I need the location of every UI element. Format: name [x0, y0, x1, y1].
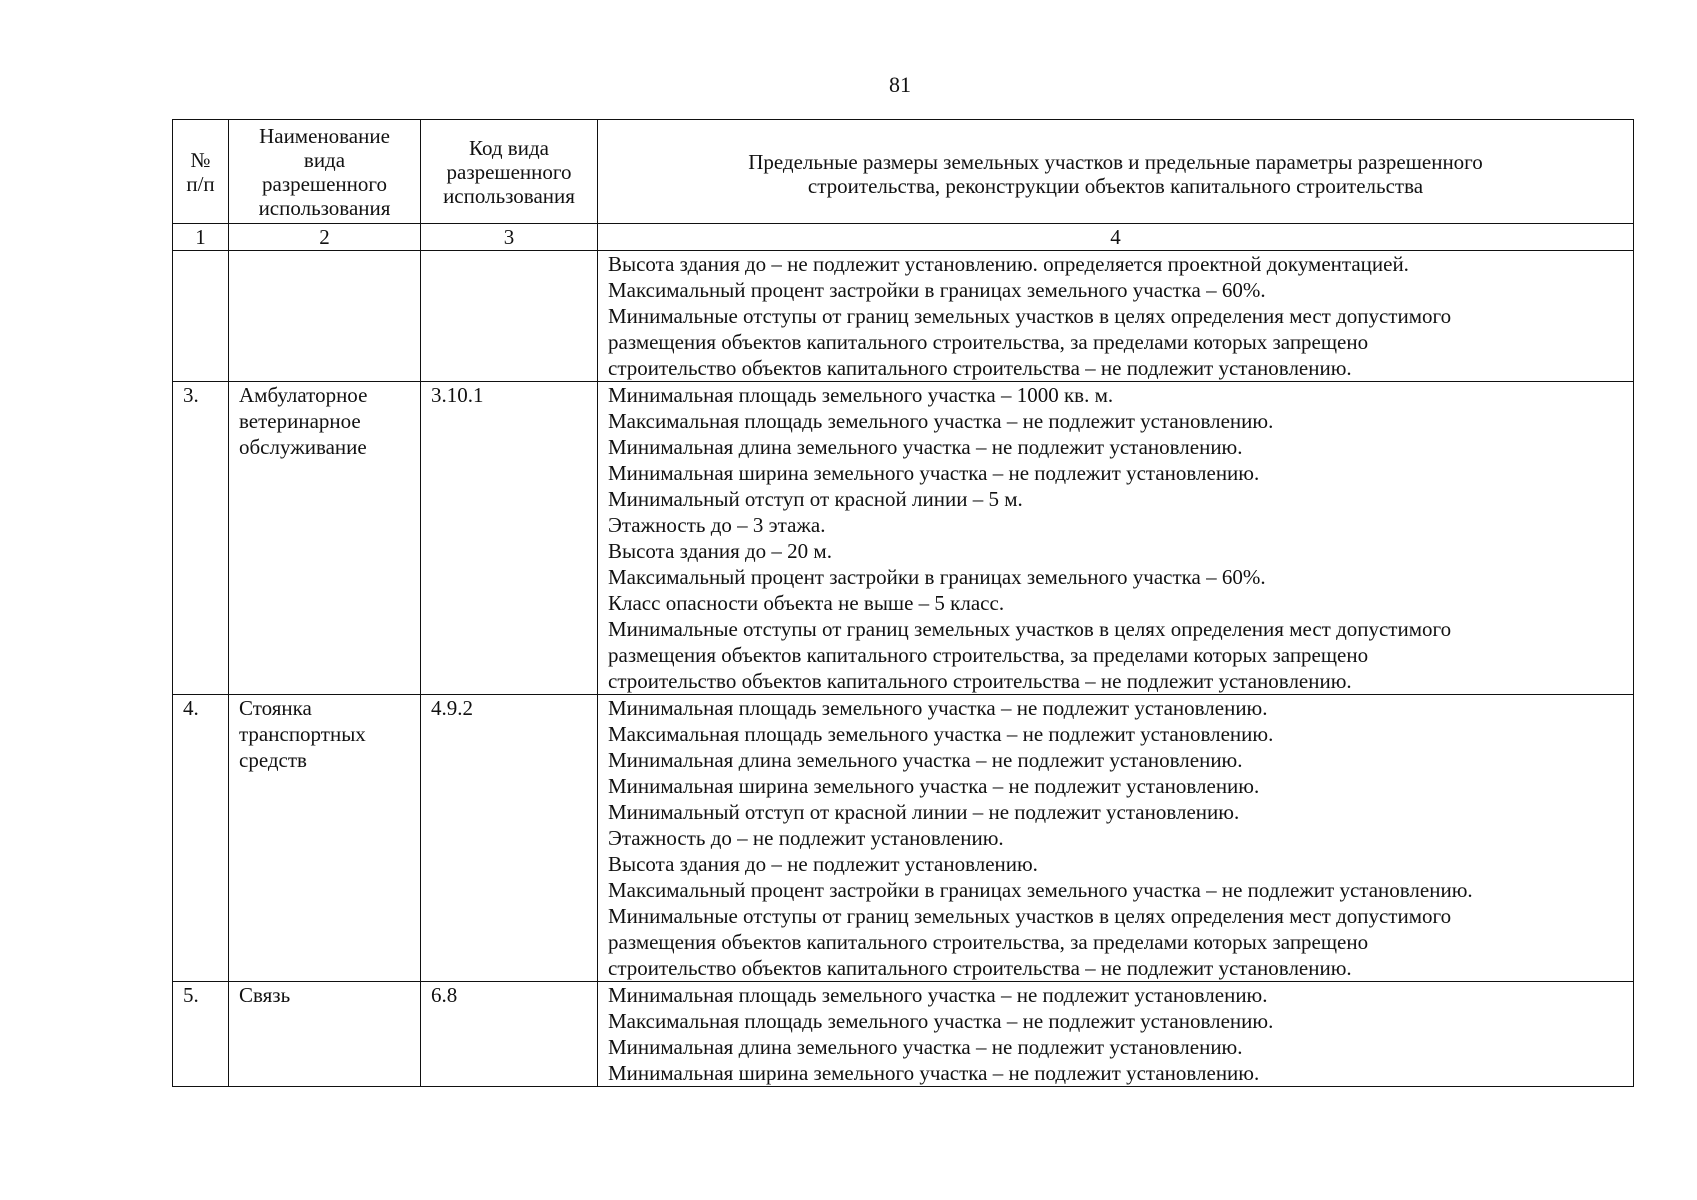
- parameter-line: Минимальный отступ от красной линии – 5 м.: [608, 487, 1023, 511]
- table-row: [173, 382, 1634, 695]
- parameter-line: Этажность до – не подлежит установлению.: [608, 826, 1004, 850]
- column-number: 4: [598, 224, 1634, 251]
- parameter-line: Минимальная площадь земельного участка – не подлежит установлению.: [608, 696, 1268, 720]
- table-row: [173, 982, 1634, 1087]
- header-use-name: [229, 120, 421, 224]
- parameters: [598, 382, 1634, 695]
- header-line: использования: [258, 195, 391, 220]
- row-number: [173, 251, 229, 382]
- use-name-line: ветеринарное: [239, 409, 361, 433]
- table-header-row: [173, 120, 1634, 224]
- use-name-line: Связь: [239, 983, 291, 1007]
- header-use-code: [421, 120, 598, 224]
- parameter-line: Минимальная ширина земельного участка – не подлежит установлению.: [608, 774, 1260, 798]
- use-name-line: Амбулаторное: [239, 383, 368, 407]
- column-number-row: [173, 224, 1634, 251]
- parameter-line: Минимальная площадь земельного участка – не подлежит установлению.: [608, 983, 1268, 1007]
- parameters: [598, 982, 1634, 1087]
- parameter-line: Высота здания до – 20 м.: [608, 539, 832, 563]
- parameter-line: Минимальная ширина земельного участка – не подлежит установлению.: [608, 461, 1260, 485]
- parameter-line: Максимальный процент застройки в границах земельного участка – не подлежит установлению.: [608, 878, 1473, 902]
- land-use-parameters-table: [172, 119, 1634, 1087]
- page-number: 81: [889, 72, 911, 97]
- parameter-line: Минимальная длина земельного участка – не подлежит установлению.: [608, 748, 1243, 772]
- parameter-line: Минимальная длина земельного участка – не подлежит установлению.: [608, 1035, 1243, 1059]
- header-line: вида: [303, 147, 346, 172]
- parameter-line: Максимальный процент застройки в границах земельного участка – 60%.: [608, 565, 1266, 589]
- parameter-line: Максимальная площадь земельного участка – не подлежит установлению.: [608, 409, 1274, 433]
- header-line: №: [190, 147, 211, 172]
- column-number: 3: [421, 224, 598, 251]
- table-row: [173, 251, 1634, 382]
- use-code: 4.9.2: [421, 695, 598, 982]
- use-name: [229, 251, 421, 382]
- parameter-line: Минимальные отступы от границ земельных участков в целях определения мест допустимого: [608, 304, 1452, 328]
- use-name-line: средств: [239, 748, 307, 772]
- parameter-line: строительство объектов капитального строительства – не подлежит установлению.: [608, 669, 1352, 693]
- parameter-line: размещения объектов капитального строительства, за пределами которых запрещено: [608, 643, 1369, 667]
- parameter-line: Максимальный процент застройки в границах земельного участка – 60%.: [608, 278, 1266, 302]
- parameter-line: Максимальная площадь земельного участка – не подлежит установлению.: [608, 1009, 1274, 1033]
- parameter-line: Минимальные отступы от границ земельных участков в целях определения мест допустимого: [608, 904, 1452, 928]
- header-line: Наименование: [259, 123, 390, 148]
- use-code: 3.10.1: [421, 382, 598, 695]
- header-parameters: [598, 120, 1634, 224]
- header-line: п/п: [186, 171, 215, 196]
- use-name-line: Стоянка: [239, 696, 312, 720]
- parameter-line: Максимальная площадь земельного участка – не подлежит установлению.: [608, 722, 1274, 746]
- parameter-line: Высота здания до – не подлежит установлению. определяется проектной документацией.: [608, 252, 1409, 276]
- header-line: Код вида: [469, 135, 549, 160]
- parameter-line: размещения объектов капитального строительства, за пределами которых запрещено: [608, 930, 1369, 954]
- header-number: [173, 120, 229, 224]
- use-name: [229, 382, 421, 695]
- parameters: [598, 695, 1634, 982]
- header-line: использования: [443, 183, 575, 208]
- header-line: строительства, реконструкции объектов капитального строительства: [807, 173, 1424, 198]
- parameter-line: Минимальные отступы от границ земельных участков в целях определения мест допустимого: [608, 617, 1452, 641]
- header-line: Предельные размеры земельных участков и предельные параметры разрешенного: [748, 149, 1483, 174]
- parameter-line: Минимальная ширина земельного участка – не подлежит установлению.: [608, 1061, 1260, 1085]
- row-number: 4.: [173, 695, 229, 982]
- parameter-line: строительство объектов капитального строительства – не подлежит установлению.: [608, 356, 1352, 380]
- parameter-line: размещения объектов капитального строительства, за пределами которых запрещено: [608, 330, 1369, 354]
- use-name-line: транспортных: [239, 722, 366, 746]
- use-code: [421, 251, 598, 382]
- parameter-line: Класс опасности объекта не выше – 5 класс.: [608, 591, 1005, 615]
- parameter-line: Этажность до – 3 этажа.: [608, 513, 826, 537]
- header-line: разрешенного: [262, 171, 387, 196]
- parameter-line: Минимальная длина земельного участка – не подлежит установлению.: [608, 435, 1243, 459]
- use-name-line: обслуживание: [239, 435, 367, 459]
- parameter-line: Высота здания до – не подлежит установлению.: [608, 852, 1038, 876]
- column-number: 2: [229, 224, 421, 251]
- row-number: 3.: [173, 382, 229, 695]
- use-name: [229, 982, 421, 1087]
- row-number: 5.: [173, 982, 229, 1087]
- column-number: 1: [173, 224, 229, 251]
- use-name: [229, 695, 421, 982]
- parameter-line: строительство объектов капитального строительства – не подлежит установлению.: [608, 956, 1352, 980]
- parameter-line: Минимальная площадь земельного участка – 1000 кв. м.: [608, 383, 1114, 407]
- use-code: 6.8: [421, 982, 598, 1087]
- header-line: разрешенного: [446, 159, 572, 184]
- table-row: [173, 695, 1634, 982]
- parameter-line: Минимальный отступ от красной линии – не подлежит установлению.: [608, 800, 1240, 824]
- parameters: [598, 251, 1634, 382]
